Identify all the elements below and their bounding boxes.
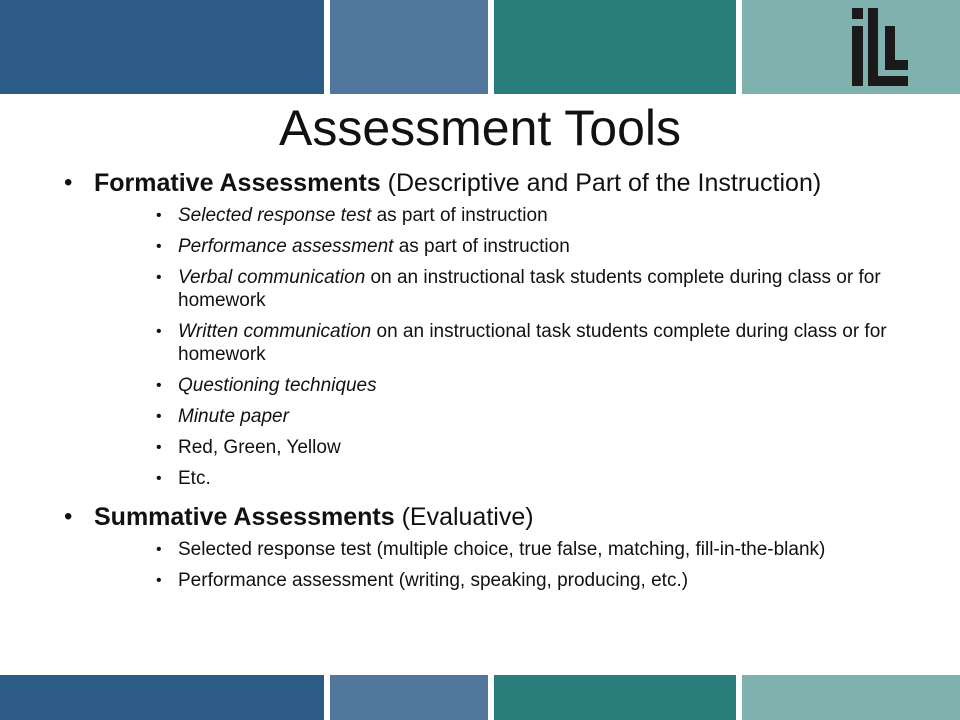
bullet-dot-icon: • bbox=[156, 323, 162, 340]
bullet-dot-icon: • bbox=[156, 269, 162, 286]
list-item: • Etc. bbox=[156, 468, 211, 489]
list-item: • Questioning techniques bbox=[156, 375, 377, 396]
slide-title: Assessment Tools bbox=[278, 100, 682, 156]
list-item: • Performance assessment as part of instruction bbox=[156, 236, 570, 257]
bullet-dot-icon: • bbox=[156, 207, 162, 224]
list-item: • Minute paper bbox=[156, 406, 289, 427]
bullet-dot-icon: • bbox=[156, 541, 162, 558]
summative-heading-rest: (Evaluative) bbox=[394, 503, 534, 531]
band-segment-dark-blue bbox=[0, 675, 324, 720]
bullet-dot-icon: • bbox=[156, 470, 162, 487]
formative-heading: Formative Assessments bbox=[94, 169, 381, 197]
formative-heading-rest: (Descriptive and Part of the Instruction) bbox=[380, 169, 822, 197]
list-item: • Red, Green, Yellow bbox=[156, 437, 341, 458]
band-segment-teal bbox=[494, 675, 736, 720]
list-item: • Selected response test as part of instruction bbox=[156, 205, 548, 226]
band-segment-light-teal bbox=[742, 675, 960, 720]
slide-content bbox=[64, 168, 904, 600]
top-color-band bbox=[0, 0, 960, 94]
band-segment-slate-blue bbox=[330, 675, 488, 720]
bullet-dot-icon: • bbox=[156, 572, 162, 589]
bullet-dot-icon: • bbox=[156, 439, 162, 456]
band-segment-teal bbox=[494, 0, 736, 94]
list-item: • Written communication on an instructional task students complete during class or for homework bbox=[156, 321, 887, 365]
bullet-formative bbox=[64, 168, 904, 198]
formative-list bbox=[64, 204, 904, 490]
ill-logo-icon bbox=[848, 6, 912, 88]
bullet-summative bbox=[64, 502, 904, 532]
summative-heading: Summative Assessments bbox=[94, 503, 395, 531]
bottom-color-band bbox=[0, 675, 960, 720]
bullet-dot-icon: • bbox=[156, 408, 162, 425]
list-item: • Verbal communication on an instructional task students complete during class or for homework bbox=[156, 267, 881, 311]
bullet-dot-icon: • bbox=[64, 169, 73, 196]
summative-list bbox=[64, 538, 904, 592]
list-item: • Performance assessment (writing, speaking, producing, etc.) bbox=[156, 570, 689, 591]
bullet-dot-icon: • bbox=[156, 238, 162, 255]
bullet-dot-icon: • bbox=[64, 503, 73, 530]
bullet-dot-icon: • bbox=[156, 377, 162, 394]
band-segment-dark-blue bbox=[0, 0, 324, 94]
list-item: • Selected response test (multiple choice, true false, matching, fill-in-the-blank) bbox=[156, 539, 826, 560]
band-segment-slate-blue bbox=[330, 0, 488, 94]
